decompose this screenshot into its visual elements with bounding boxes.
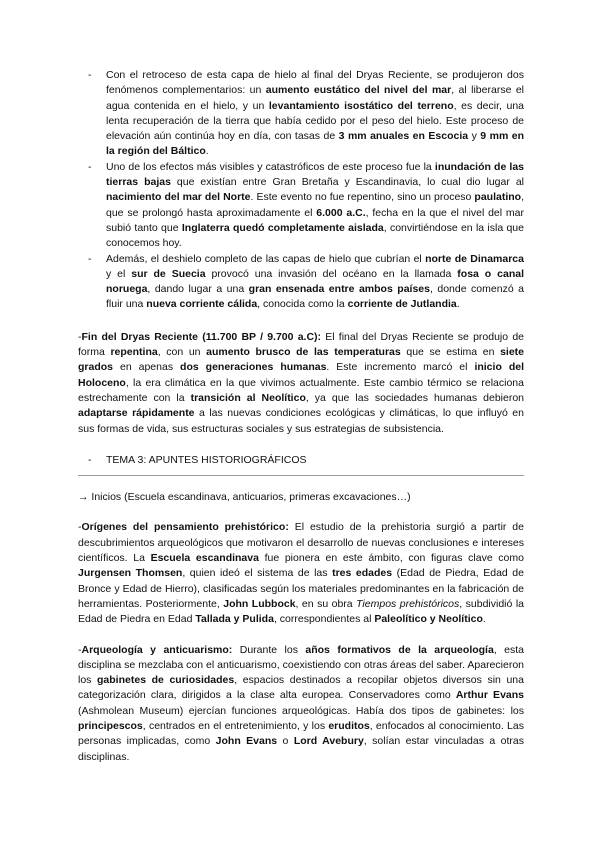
- bold-text: John Evans: [215, 735, 278, 748]
- text-run: , al liberarse el agua contenida en el hielo, y un: [106, 84, 524, 112]
- text-run: .: [482, 613, 486, 626]
- text-run: , en su obra: [295, 597, 357, 610]
- bold-text: nueva corriente cálida: [146, 298, 258, 311]
- bullet-dash: -: [88, 69, 92, 81]
- bold-text: gabinetes de curiosidades: [97, 674, 235, 687]
- bold-text: levantamiento isostático del terreno: [268, 99, 454, 112]
- bold-text: aumento eustático del nivel del mar: [265, 84, 452, 97]
- text-run: y el: [106, 267, 132, 280]
- bold-text: fosa o canal noruega: [106, 267, 524, 296]
- text-run: , esta disciplina se mezclaba con el anticuarismo, coexistiendo con otras áreas del saber. Aparecieron los: [78, 643, 525, 687]
- bold-text: 6.000 a.C.: [316, 206, 366, 219]
- paragraph-fin-dryas: [78, 330, 524, 437]
- text-run: .: [205, 145, 209, 158]
- section-heading-label: TEMA 3: APUNTES HISTORIOGRÁFICOS: [106, 453, 307, 466]
- bullet-text: [106, 69, 524, 157]
- text-run: , correspondientes al: [273, 613, 375, 626]
- bold-text: Escuela escandinava: [150, 552, 259, 565]
- bold-text: siete grados: [78, 346, 524, 374]
- text-run: -: [78, 330, 82, 343]
- paragraph-origenes: [78, 520, 524, 627]
- text-run: (Edad de Piedra, Edad de Bronce y Edad de Hierro), clasificadas según los materiales predominantes en la fabricación de herramientas. Posteriormente,: [78, 567, 524, 610]
- bold-text: Arthur Evans: [455, 689, 524, 702]
- bold-text: principescos: [78, 719, 143, 732]
- text-run: Además, el deshielo completo de las capas de hielo que cubrían el: [106, 252, 426, 265]
- bold-text: Jurgensen Thomsen: [78, 567, 183, 580]
- bold-text: Paleolítico y Neolítico: [374, 613, 483, 626]
- text-run: , quien ideó el sistema de las: [182, 567, 333, 580]
- text-run: , espacios destinados a recopilar objetos diversos sin una categorización clara, dirigidos a la clase alta europea. Conservadores como: [78, 674, 524, 702]
- bold-text: corriente de Jutlandia: [347, 298, 457, 311]
- bold-text: nacimiento del mar del Norte: [106, 191, 251, 204]
- text-run: que existían entre Gran Bretaña y Escandinavia, lo cual dio lugar al: [170, 176, 524, 189]
- text-run: (Ashmolean Museum) ejercían funciones arqueológicas. Había dos tipos de gabinetes: los: [78, 704, 524, 717]
- heading-dash: -: [88, 453, 92, 466]
- bold-text: eruditos: [328, 719, 370, 732]
- bullet-item: [78, 68, 524, 160]
- bold-text: aumento brusco de las temperaturas: [206, 346, 401, 359]
- bold-text: paulatino: [474, 191, 522, 204]
- bullet-dash: -: [88, 160, 92, 173]
- text-run: . Este incremento marcó el: [326, 361, 475, 374]
- bullet-list: [78, 68, 524, 313]
- bold-text: 3 mm anuales en Escocia: [338, 130, 469, 143]
- bold-text: John Lubbock: [223, 597, 296, 610]
- bold-text: sur de Suecia: [131, 267, 206, 280]
- bold-text: tres edades: [332, 567, 393, 580]
- text-run: , solían estar vinculadas a otras disciplinas.: [78, 735, 524, 763]
- text-run: o: [277, 735, 294, 748]
- text-run: , que se prolongó hasta aproximadamente el: [106, 191, 525, 219]
- paragraph-arqueologia: [78, 643, 524, 765]
- bold-text: 9 mm en la región del Báltico: [106, 130, 525, 158]
- bold-text: dos generaciones humanas: [180, 361, 327, 374]
- text-run: fue pionera en este ámbito, con figuras clave como: [258, 552, 524, 565]
- bold-text: Inglaterra quedó completamente aislada: [181, 221, 384, 234]
- bold-text: repentina: [110, 346, 158, 359]
- text-run: -: [78, 521, 82, 534]
- text-run: , convirtiéndose en la isla que conocemos hoy.: [106, 221, 524, 250]
- bold-text: Lord Avebury: [293, 735, 364, 748]
- text-run: , conocida como la: [257, 298, 348, 311]
- text-run: , fecha en la que el nivel del mar subió tanto que: [106, 206, 524, 234]
- text-run: en apenas: [113, 361, 181, 374]
- text-run: .: [456, 298, 460, 311]
- bold-text: años formativos de la arqueología: [305, 643, 494, 656]
- bullet-text: [106, 161, 524, 249]
- bold-text: Fin del Dryas Reciente (11.700 BP / 9.700 a.C):: [81, 330, 322, 343]
- text-run: , donde comenzó a fluir una: [106, 283, 524, 311]
- bold-text: inicio del Holoceno: [78, 361, 524, 389]
- bold-text: Tallada y Pulida: [195, 613, 274, 626]
- text-run: , ya que las sociedades humanas debieron: [305, 391, 525, 404]
- text-run: Durante los: [232, 643, 306, 656]
- bold-text: Arqueología y anticuarismo:: [81, 643, 233, 656]
- text-run: Con el retroceso de esta capa de hielo al final del Dryas Reciente, se produjeron dos fenómenos complementarios: un: [106, 69, 524, 97]
- text-run: , enfocados al conocimiento. Las personas implicadas, como: [78, 719, 524, 748]
- inicios-line: → Inicios (Escuela escandinava, anticuarios, primeras excavaciones…): [78, 491, 411, 504]
- bold-text: inundación de las tierras bajas: [106, 160, 524, 189]
- bold-text: transición al Neolítico: [190, 391, 306, 404]
- text-run: y: [468, 130, 481, 143]
- bold-text: gran ensenada entre ambos países: [248, 283, 430, 296]
- italic-text: Tiempos prehistóricos: [356, 597, 460, 610]
- text-run: El estudio de la prehistoria surgió a partir de descubrimientos arqueológicos que motivaron el desarrollo de nuevas conclusiones e intereses científicos. La: [78, 521, 524, 565]
- text-run: , centrados en el entretenimiento, y los: [142, 719, 329, 732]
- text-run: que se estima en: [400, 346, 501, 359]
- bullet-item: [78, 252, 524, 313]
- bold-text: norte de Dinamarca: [425, 252, 524, 265]
- bold-text: Orígenes del pensamiento prehistórico:: [81, 521, 289, 534]
- text-run: , con un: [157, 346, 207, 359]
- bullet-dash: -: [88, 252, 92, 265]
- text-run: , subdividió la Edad de Piedra en Edad: [78, 597, 524, 626]
- text-run: a las nuevas condiciones ecológicas y climáticas, lo que influyó en sus formas de vida, sus estructuras sociales y sus estrategias de subsistencia.: [78, 407, 524, 435]
- bullet-text: [106, 253, 524, 311]
- section-heading: [78, 453, 524, 468]
- text-run: -: [78, 643, 82, 656]
- text-run: , es decir, una lenta recuperación de la tierra que había cedido por el peso del hielo. Este proceso de elevación aún continúa hoy en día, con tasas de: [106, 99, 525, 143]
- bold-text: adaptarse rápidamente: [78, 407, 195, 420]
- text-run: provocó una invasión del océano en la llamada: [205, 267, 458, 280]
- text-run: Uno de los efectos más visibles y catastróficos de este proceso fue la: [106, 160, 435, 173]
- text-run: , dando lugar a una: [147, 283, 249, 296]
- text-run: , la era climática en la que vivimos actualmente. Este cambio térmico se relaciona estrechamente con la: [78, 376, 524, 404]
- bullet-item: [78, 160, 524, 252]
- text-run: . Este evento no fue repentino, sino un proceso: [250, 191, 475, 204]
- text-run: El final del Dryas Reciente se produjo de forma: [78, 330, 524, 359]
